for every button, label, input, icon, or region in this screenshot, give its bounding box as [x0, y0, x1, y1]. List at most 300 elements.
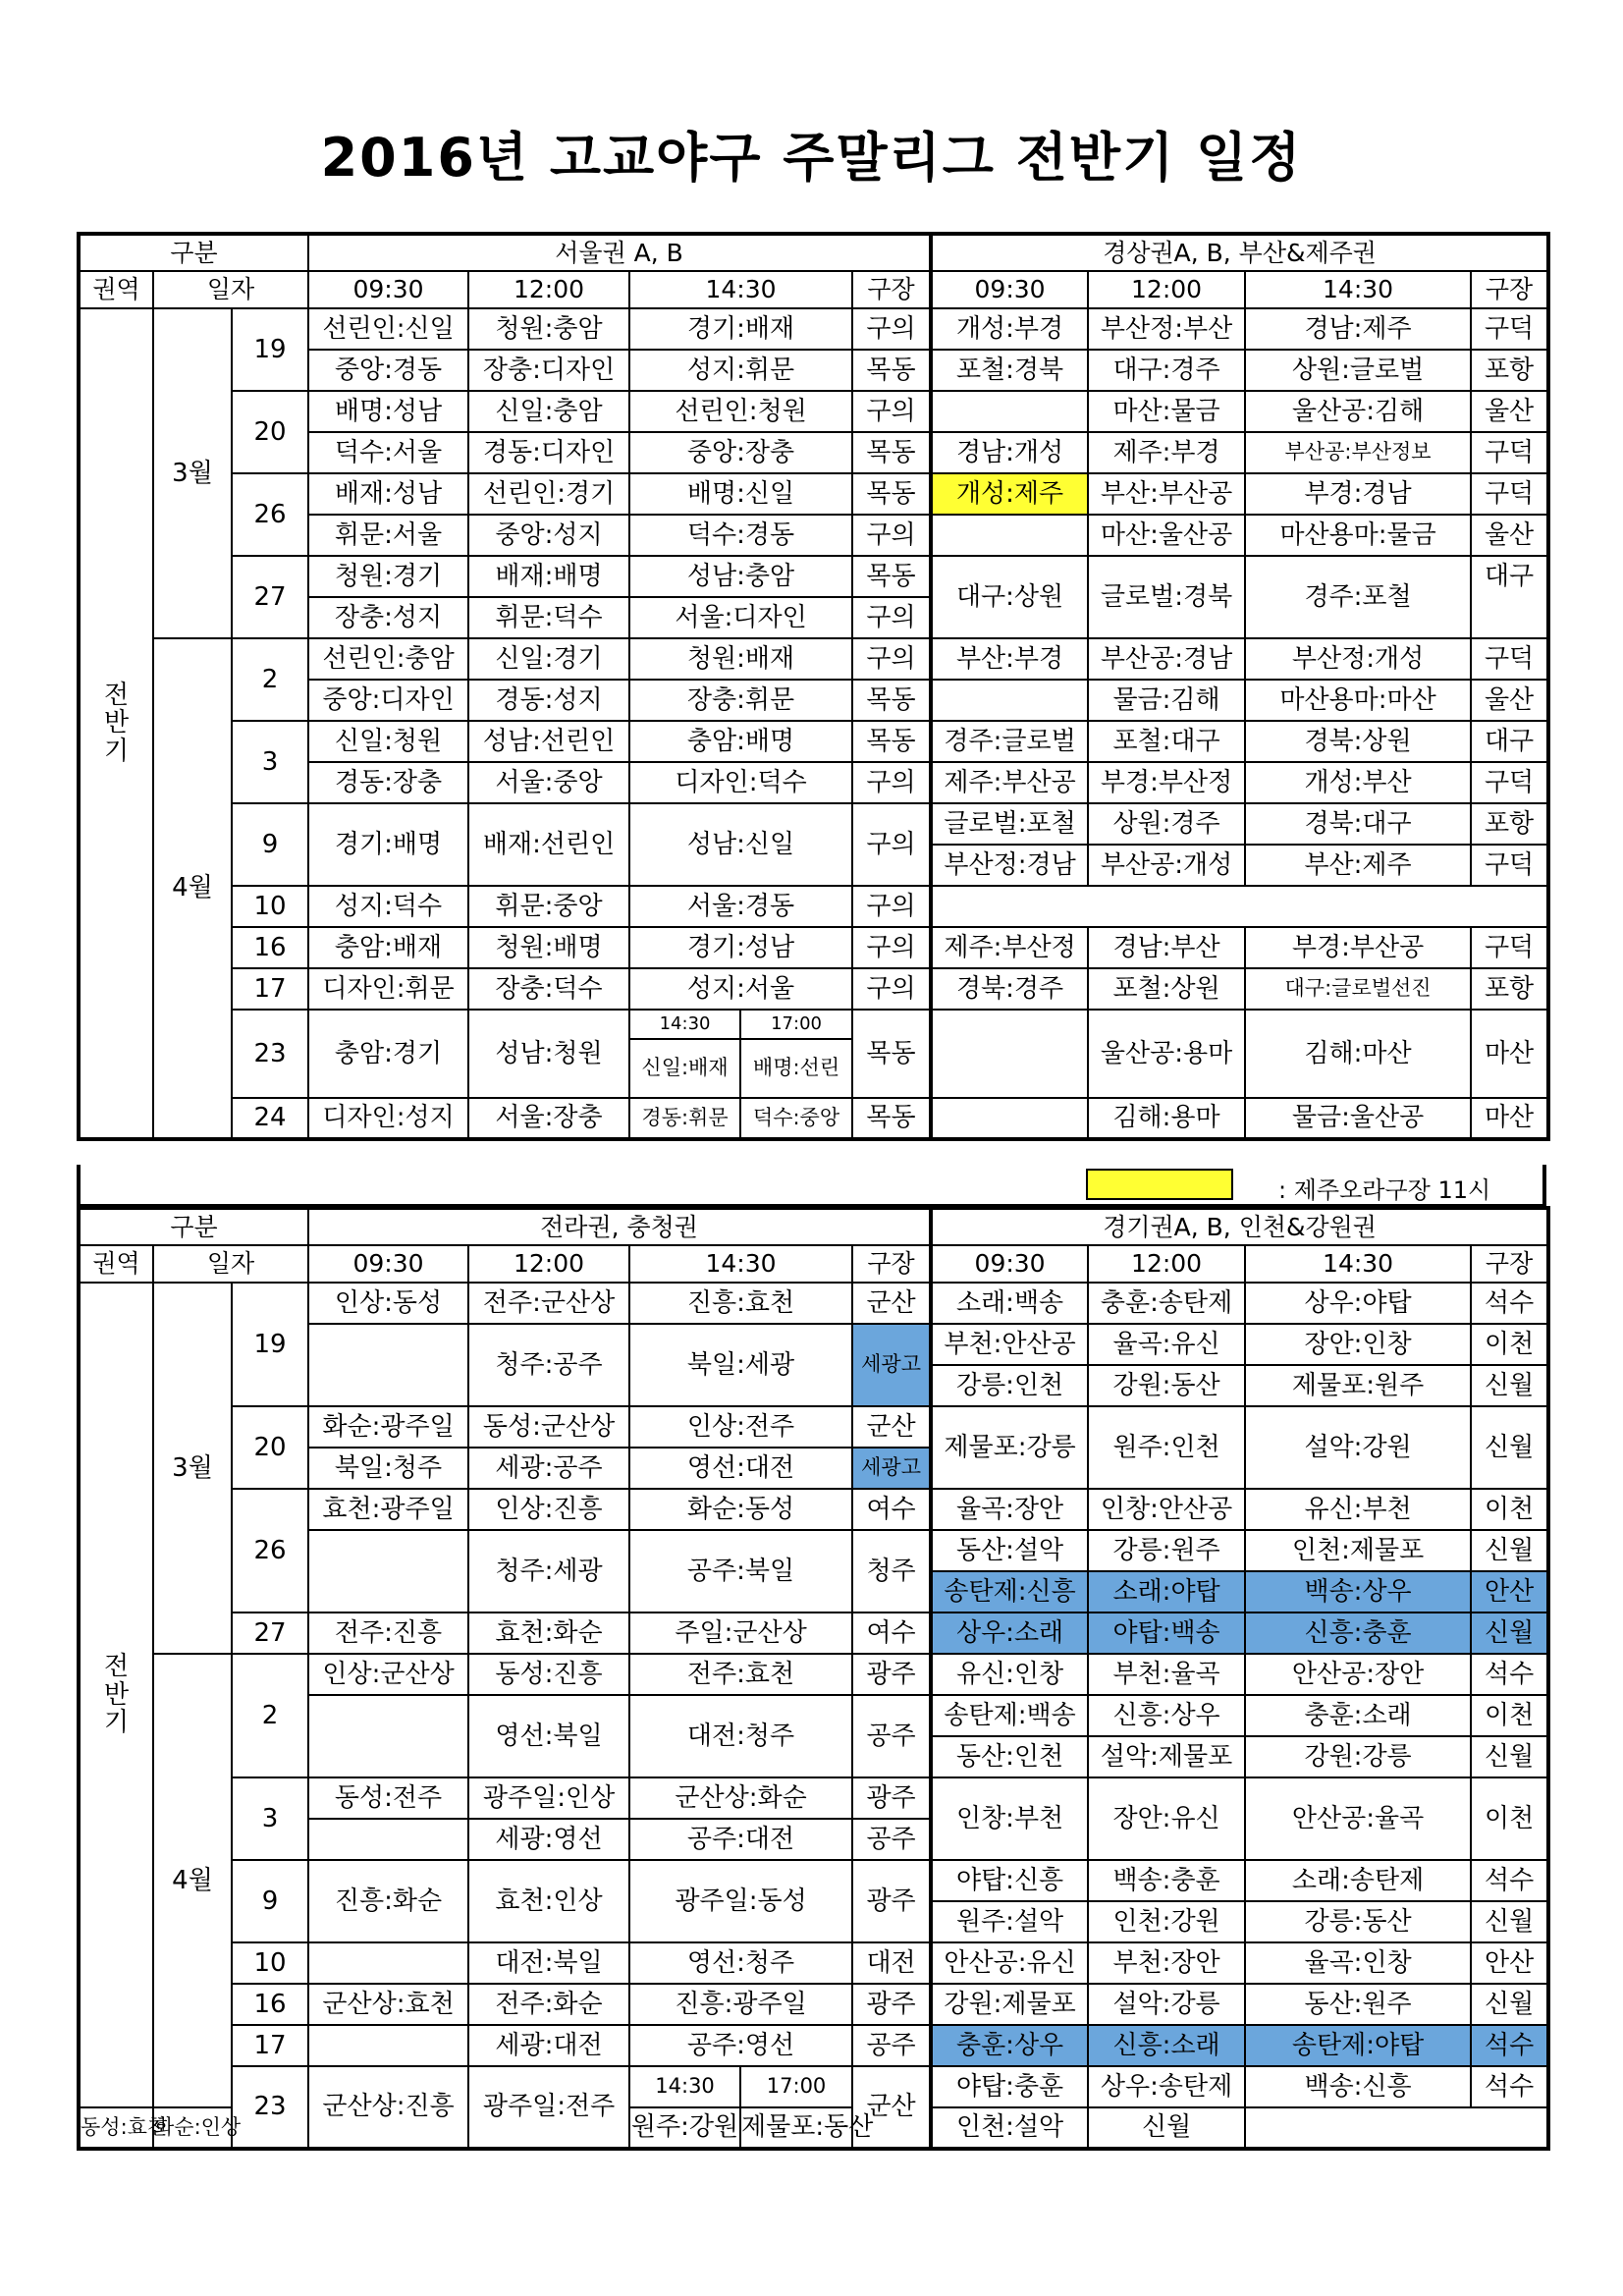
- game-cell: 경동:장충: [308, 762, 468, 803]
- venue-cell: 광주: [852, 1984, 931, 2025]
- game-cell: 진흥:효천: [629, 1283, 852, 1324]
- game-cell: 세광:대전: [468, 2025, 629, 2066]
- venue-cell-highlight: 세광고: [852, 1448, 931, 1489]
- header-venue: 구장: [1471, 1245, 1548, 1283]
- venue-cell: 신월: [1471, 1365, 1548, 1406]
- game-cell: 효천:인상: [468, 1860, 629, 1942]
- sub-time-1700: 17:00: [740, 2066, 852, 2107]
- game-cell: 마산:울산공: [1088, 515, 1245, 556]
- game-cell: 장안:인창: [1245, 1324, 1471, 1365]
- header-time-1200: 12:00: [468, 271, 629, 308]
- game-cell-jeju-highlight: 개성:제주: [931, 473, 1088, 515]
- game-cell: 전주:군산상: [468, 1283, 629, 1324]
- game-cell-highlight: 송탄제:신흥: [931, 1571, 1088, 1613]
- game-cell: 대전:북일: [468, 1942, 629, 1984]
- day-cell: 16: [232, 927, 308, 968]
- venue-cell: 구의: [852, 391, 931, 432]
- legend-note: : 제주오라구장 11시: [1278, 1176, 1491, 1204]
- venue-cell: 이천: [1471, 1489, 1548, 1530]
- game-cell: 배명:선린: [740, 1039, 852, 1098]
- game-cell: 중앙:성지: [468, 515, 629, 556]
- venue-cell: 대구: [1471, 721, 1548, 762]
- venue-cell: 석수: [1471, 1654, 1548, 1695]
- day-cell: 2: [232, 638, 308, 721]
- game-cell: 경동:휘문: [629, 1098, 740, 1139]
- day-cell: 26: [232, 1489, 308, 1613]
- venue-cell: 군산: [852, 2066, 931, 2149]
- game-cell: 성지:휘문: [629, 350, 852, 391]
- game-cell: 북일:청주: [308, 1448, 468, 1489]
- game-cell: 김해:마산: [1245, 1010, 1471, 1098]
- game-cell: 배명:신일: [629, 473, 852, 515]
- game-cell: 대구:상원: [931, 556, 1088, 638]
- venue-cell: 마산: [1471, 1098, 1548, 1139]
- game-cell: 장충:디자인: [468, 350, 629, 391]
- game-cell: 인천:제물포: [1245, 1530, 1471, 1571]
- game-cell: 휘문:서울: [308, 515, 468, 556]
- game-cell: 부경:경남: [1245, 473, 1471, 515]
- game-cell: 울산공:김해: [1245, 391, 1471, 432]
- game-cell: 성남:충암: [629, 556, 852, 597]
- venue-cell: 울산: [1471, 391, 1548, 432]
- game-cell: 부산공:경남: [1088, 638, 1245, 680]
- game-cell-highlight: 소래:야탑: [1088, 1571, 1245, 1613]
- day-cell: 23: [232, 1010, 308, 1098]
- game-cell: [931, 680, 1088, 721]
- venue-cell: 구덕: [1471, 762, 1548, 803]
- day-cell: 2: [232, 1654, 308, 1777]
- game-cell: 성남:선린인: [468, 721, 629, 762]
- game-cell-highlight: 상우:소래: [931, 1613, 1088, 1654]
- venue-cell: 구의: [852, 968, 931, 1010]
- game-cell: 부경:부산공: [1245, 927, 1471, 968]
- game-cell: 경기:성남: [629, 927, 852, 968]
- game-cell: 율곡:인창: [1245, 1942, 1471, 1984]
- month-march: 3월: [153, 1283, 232, 1654]
- venue-cell: 목동: [852, 1098, 931, 1139]
- header-venue: 구장: [852, 271, 931, 308]
- half-season-label: 전 반 기: [79, 1283, 153, 2107]
- venue-cell: 군산: [852, 1406, 931, 1448]
- day-cell: 10: [232, 1942, 308, 1984]
- game-cell: 영선:청주: [629, 1942, 852, 1984]
- venue-cell: 신월: [1471, 1406, 1548, 1489]
- venue-cell: 목동: [852, 721, 931, 762]
- game-cell: 유신:부천: [1245, 1489, 1471, 1530]
- game-cell: 광주일:인상: [468, 1777, 629, 1819]
- game-cell: 화순:광주일: [308, 1406, 468, 1448]
- game-cell: 중앙:장충: [629, 432, 852, 473]
- game-cell: 충암:경기: [308, 1010, 468, 1098]
- game-cell: 인창:안산공: [1088, 1489, 1245, 1530]
- game-cell: 강원:제물포: [931, 1984, 1088, 2025]
- day-cell: 9: [232, 803, 308, 886]
- empty-cell: [308, 2025, 468, 2066]
- venue-cell: 신월: [1471, 1736, 1548, 1777]
- game-cell: 청원:배명: [468, 927, 629, 968]
- game-cell: 장안:유신: [1088, 1777, 1245, 1860]
- game-cell: 경남:개성: [931, 432, 1088, 473]
- venue-cell: 이천: [1471, 1777, 1548, 1860]
- game-cell: 경북:대구: [1245, 803, 1471, 845]
- game-cell: 부산:제주: [1245, 845, 1471, 886]
- game-cell: 부산정:부산: [1088, 308, 1245, 350]
- empty-cell: [308, 1942, 468, 1984]
- day-cell: 27: [232, 556, 308, 638]
- sub-time-1430: 14:30: [629, 2066, 740, 2107]
- game-cell: 강릉:원주: [1088, 1530, 1245, 1571]
- venue-cell: 구의: [852, 927, 931, 968]
- game-cell: 장충:덕수: [468, 968, 629, 1010]
- game-cell-highlight: 송탄제:야탑: [1245, 2025, 1471, 2066]
- game-cell: 소래:송탄제: [1245, 1860, 1471, 1901]
- game-cell: 물금:김해: [1088, 680, 1245, 721]
- game-cell: 동성:효천: [79, 2107, 153, 2149]
- day-cell: 9: [232, 1860, 308, 1942]
- game-cell-highlight: 충훈:상우: [931, 2025, 1088, 2066]
- game-cell: 원주:설악: [931, 1901, 1088, 1942]
- game-cell: 안산공:율곡: [1245, 1777, 1471, 1860]
- venue-cell: 광주: [852, 1654, 931, 1695]
- venue-cell: 청주: [852, 1530, 931, 1613]
- game-cell: 인상:동성: [308, 1283, 468, 1324]
- game-cell: 군산상:효천: [308, 1984, 468, 2025]
- venue-cell: 공주: [852, 1695, 931, 1777]
- game-cell: 강원:강릉: [1245, 1736, 1471, 1777]
- game-cell-highlight: 신흥:충훈: [1245, 1613, 1471, 1654]
- venue-cell: 이천: [1471, 1695, 1548, 1736]
- game-cell: 상원:글로벌: [1245, 350, 1471, 391]
- day-cell: 23: [232, 2066, 308, 2149]
- sub-time-1700: 17:00: [740, 1010, 852, 1039]
- game-cell: 신일:청원: [308, 721, 468, 762]
- game-cell: 김해:용마: [1088, 1098, 1245, 1139]
- header-time-1430: 14:30: [1245, 271, 1471, 308]
- header-region: 권역: [79, 1245, 153, 1283]
- venue-cell: 목동: [852, 1010, 931, 1098]
- game-cell-highlight: 백송:상우: [1245, 1571, 1471, 1613]
- game-cell: 공주:영선: [629, 2025, 852, 2066]
- header-group-gyeonggi: 경기권A, B, 인천&강원권: [931, 1208, 1548, 1245]
- venue-cell: 구의: [852, 762, 931, 803]
- venue-cell: 구의: [852, 308, 931, 350]
- venue-cell: 안산: [1471, 1942, 1548, 1984]
- venue-cell-highlight: 석수: [1471, 2025, 1548, 2066]
- day-cell: 27: [232, 1613, 308, 1654]
- venue-cell: 군산: [852, 1283, 931, 1324]
- game-cell: 글로벌:경북: [1088, 556, 1245, 638]
- day-cell: 19: [232, 308, 308, 391]
- game-cell: 부산:부경: [931, 638, 1088, 680]
- header-venue: 구장: [852, 1245, 931, 1283]
- game-cell: 부경:부산정: [1088, 762, 1245, 803]
- game-cell: 강릉:인천: [931, 1365, 1088, 1406]
- header-time-0930: 09:30: [931, 271, 1088, 308]
- venue-cell: 여수: [852, 1489, 931, 1530]
- game-cell: 충훈:소래: [1245, 1695, 1471, 1736]
- header-group-seoul: 서울권 A, B: [308, 234, 931, 271]
- game-cell: 배재:성남: [308, 473, 468, 515]
- day-cell: 24: [232, 1098, 308, 1139]
- venue-cell: 포항: [1471, 968, 1548, 1010]
- game-cell: 공주:북일: [629, 1530, 852, 1613]
- empty-cell: [308, 1695, 468, 1777]
- game-cell: 제물포:동산: [740, 2107, 852, 2149]
- schedule-table-seoul-gyeongsang: [77, 232, 1550, 1141]
- game-cell: 제주:부산공: [931, 762, 1088, 803]
- game-cell: 백송:충훈: [1088, 1860, 1245, 1901]
- game-cell: 주일:군산상: [629, 1613, 852, 1654]
- game-cell: 마산:물금: [1088, 391, 1245, 432]
- day-cell: 20: [232, 1406, 308, 1489]
- venue-cell: 구덕: [1471, 473, 1548, 515]
- game-cell: 개성:부산: [1245, 762, 1471, 803]
- venue-cell-highlight: 신월: [1471, 1613, 1548, 1654]
- day-cell: 19: [232, 1283, 308, 1406]
- game-cell: 중앙:디자인: [308, 680, 468, 721]
- header-time-0930: 09:30: [308, 271, 468, 308]
- game-cell: 디자인:덕수: [629, 762, 852, 803]
- venue-cell: 구덕: [1471, 927, 1548, 968]
- game-cell: 야탑:충훈: [931, 2066, 1088, 2107]
- venue-cell: 포항: [1471, 350, 1548, 391]
- game-cell: [931, 391, 1088, 432]
- venue-cell: 구의: [852, 886, 931, 927]
- game-cell: 상우:송탄제: [1088, 2066, 1245, 2107]
- game-cell: 청원:충암: [468, 308, 629, 350]
- game-cell: 전주:효천: [629, 1654, 852, 1695]
- game-cell: 상원:경주: [1088, 803, 1245, 845]
- game-cell-highlight: 야탑:백송: [1088, 1613, 1245, 1654]
- game-cell: 전주:진흥: [308, 1613, 468, 1654]
- schedule-table-jeolla-gyeonggi: [77, 1206, 1550, 2151]
- game-cell: 대구:경주: [1088, 350, 1245, 391]
- game-cell: 안산공:유신: [931, 1942, 1088, 1984]
- header-group-gyeongsang: 경상권A, B, 부산&제주권: [931, 234, 1548, 271]
- game-cell: 성지:서울: [629, 968, 852, 1010]
- legend-swatch-yellow: [1086, 1169, 1233, 1200]
- game-cell: 동성:군산상: [468, 1406, 629, 1448]
- venue-cell: 대전: [852, 1942, 931, 1984]
- game-cell: 광주일:동성: [629, 1860, 852, 1942]
- game-cell: 강릉:동산: [1245, 1901, 1471, 1942]
- game-cell: 배재:배명: [468, 556, 629, 597]
- game-cell: 화순:인상: [153, 2107, 232, 2149]
- game-cell: 선린인:청원: [629, 391, 852, 432]
- game-cell: 인천:설악: [931, 2107, 1088, 2149]
- game-cell: 경북:경주: [931, 968, 1088, 1010]
- empty-cell: [931, 886, 1548, 927]
- game-cell: 원주:강원: [629, 2107, 740, 2149]
- game-cell: 백송:신흥: [1245, 2066, 1471, 2107]
- month-march: 3월: [153, 308, 232, 638]
- venue-cell: 신월: [1471, 1984, 1548, 2025]
- game-cell: 포철:대구: [1088, 721, 1245, 762]
- game-cell: 전주:화순: [468, 1984, 629, 2025]
- game-cell: 신일:경기: [468, 638, 629, 680]
- game-cell: 안산공:장안: [1245, 1654, 1471, 1695]
- venue-cell: 목동: [852, 350, 931, 391]
- venue-cell: 신월: [1471, 1901, 1548, 1942]
- day-cell: 3: [232, 1777, 308, 1860]
- venue-cell: 석수: [1471, 1860, 1548, 1901]
- venue-cell: 이천: [1471, 1324, 1548, 1365]
- game-cell: 부산:부산공: [1088, 473, 1245, 515]
- header-time-1430: 14:30: [629, 271, 852, 308]
- game-cell: 장충:성지: [308, 597, 468, 638]
- game-cell: 물금:울산공: [1245, 1098, 1471, 1139]
- game-cell: 성남:청원: [468, 1010, 629, 1098]
- game-cell: 경북:상원: [1245, 721, 1471, 762]
- game-cell: 영선:북일: [468, 1695, 629, 1777]
- venue-cell: 석수: [1471, 1283, 1548, 1324]
- venue-cell: 구덕: [1471, 308, 1548, 350]
- sub-time-1430: 14:30: [629, 1010, 740, 1039]
- game-cell: 경기:배재: [629, 308, 852, 350]
- game-cell: 서울:장충: [468, 1098, 629, 1139]
- game-cell: 군산상:화순: [629, 1777, 852, 1819]
- game-cell: 광주일:전주: [468, 2066, 629, 2149]
- venue-cell: 구의: [852, 597, 931, 638]
- game-cell: 중앙:경동: [308, 350, 468, 391]
- game-cell: 북일:세광: [629, 1324, 852, 1406]
- game-cell: 제주:부산정: [931, 927, 1088, 968]
- game-cell: 경주:글로벌: [931, 721, 1088, 762]
- game-cell: 동산:원주: [1245, 1984, 1471, 2025]
- venue-cell: 포항: [1471, 803, 1548, 845]
- header-region: 권역: [79, 271, 153, 308]
- game-cell: 세광:공주: [468, 1448, 629, 1489]
- game-cell: 장충:휘문: [629, 680, 852, 721]
- day-cell: 3: [232, 721, 308, 803]
- game-cell: 신일:배재: [629, 1039, 740, 1098]
- header-time-1200: 12:00: [468, 1245, 629, 1283]
- game-cell: 성남:신일: [629, 803, 852, 886]
- game-cell: 글로벌:포철: [931, 803, 1088, 845]
- header-date: 일자: [153, 271, 308, 308]
- game-cell: 진흥:화순: [308, 1860, 468, 1942]
- day-cell: 26: [232, 473, 308, 556]
- empty-cell: [308, 1324, 468, 1406]
- game-cell: 디자인:성지: [308, 1098, 468, 1139]
- game-cell: 동산:설악: [931, 1530, 1088, 1571]
- venue-cell: 여수: [852, 1613, 931, 1654]
- game-cell: 충암:배재: [308, 927, 468, 968]
- game-cell: 부산공:개성: [1088, 845, 1245, 886]
- game-cell: 부천:율곡: [1088, 1654, 1245, 1695]
- game-cell: 휘문:중앙: [468, 886, 629, 927]
- game-cell: 덕수:중앙: [740, 1098, 852, 1139]
- game-cell: 동산:인천: [931, 1736, 1088, 1777]
- game-cell: 공주:대전: [629, 1819, 852, 1860]
- game-cell: 경주:포철: [1245, 556, 1471, 638]
- game-cell: 신흥:상우: [1088, 1695, 1245, 1736]
- game-cell: 디자인:휘문: [308, 968, 468, 1010]
- game-cell: 서울:경동: [629, 886, 852, 927]
- header-time-0930: 09:30: [308, 1245, 468, 1283]
- empty-cell: [931, 1098, 1088, 1139]
- game-cell: 서울:중앙: [468, 762, 629, 803]
- empty-cell: [308, 1530, 468, 1613]
- venue-cell: 목동: [852, 556, 931, 597]
- game-cell: 인창:부천: [931, 1777, 1088, 1860]
- empty-cell: [931, 1010, 1088, 1098]
- venue-cell-highlight: 세광고: [852, 1324, 931, 1406]
- month-april: 4월: [153, 638, 232, 1139]
- venue-cell: 광주: [852, 1860, 931, 1942]
- game-cell: 동성:진흥: [468, 1654, 629, 1695]
- game-cell: 포철:경북: [931, 350, 1088, 391]
- game-cell: 경동:디자인: [468, 432, 629, 473]
- header-time-1200: 12:00: [1088, 1245, 1245, 1283]
- game-cell: 부천:안산공: [931, 1324, 1088, 1365]
- venue-cell: 구의: [852, 515, 931, 556]
- game-cell: 상우:야탑: [1245, 1283, 1471, 1324]
- header-date: 일자: [153, 1245, 308, 1283]
- game-cell: 경남:제주: [1245, 308, 1471, 350]
- game-cell: 유신:인창: [931, 1654, 1088, 1695]
- empty-cell: [308, 1819, 468, 1860]
- game-cell: 선린인:신일: [308, 308, 468, 350]
- game-cell: 동성:전주: [308, 1777, 468, 1819]
- game-cell: 청주:세광: [468, 1530, 629, 1613]
- venue-cell: 대구: [1471, 556, 1548, 638]
- day-cell: 17: [232, 968, 308, 1010]
- game-cell: 제물포:강릉: [931, 1406, 1088, 1489]
- header-gubun: 구분: [79, 1208, 308, 1245]
- venue-cell: 신월: [1471, 1530, 1548, 1571]
- game-cell: 설악:강원: [1245, 1406, 1471, 1489]
- game-cell: 성지:덕수: [308, 886, 468, 927]
- game-cell: 청주:공주: [468, 1324, 629, 1406]
- venue-cell: 목동: [852, 432, 931, 473]
- game-cell: 부산공:부산정보: [1245, 432, 1471, 473]
- month-april: 4월: [153, 1654, 232, 2107]
- game-cell: 선린인:경기: [468, 473, 629, 515]
- half-season-label: 전 반 기: [79, 308, 153, 1139]
- game-cell: 충훈:송탄제: [1088, 1283, 1245, 1324]
- game-cell: 진흥:광주일: [629, 1984, 852, 2025]
- game-cell: 송탄제:백송: [931, 1695, 1088, 1736]
- header-time-0930: 09:30: [931, 1245, 1088, 1283]
- game-cell: 군산상:진흥: [308, 2066, 468, 2149]
- header-gubun: 구분: [79, 234, 308, 271]
- game-cell: 인상:진흥: [468, 1489, 629, 1530]
- game-cell: 설악:제물포: [1088, 1736, 1245, 1777]
- day-cell: 20: [232, 391, 308, 473]
- game-cell: 세광:영선: [468, 1819, 629, 1860]
- venue-cell: 구의: [852, 638, 931, 680]
- game-cell: 울산공:용마: [1088, 1010, 1245, 1098]
- game-cell: 휘문:덕수: [468, 597, 629, 638]
- game-cell: 충암:배명: [629, 721, 852, 762]
- venue-cell: 목동: [852, 680, 931, 721]
- game-cell: [931, 515, 1088, 556]
- day-cell: 10: [232, 886, 308, 927]
- venue-cell: 구덕: [1471, 638, 1548, 680]
- game-cell: 마산용마:마산: [1245, 680, 1471, 721]
- header-venue: 구장: [1471, 271, 1548, 308]
- game-cell: 영선:대전: [629, 1448, 852, 1489]
- game-cell: 경동:성지: [468, 680, 629, 721]
- game-cell: 인상:군산상: [308, 1654, 468, 1695]
- venue-cell: 석수: [1471, 2066, 1548, 2107]
- game-cell: 대전:청주: [629, 1695, 852, 1777]
- game-cell: 마산용마:물금: [1245, 515, 1471, 556]
- game-cell: 배재:선린인: [468, 803, 629, 886]
- header-time-1430: 14:30: [629, 1245, 852, 1283]
- game-cell: 배명:성남: [308, 391, 468, 432]
